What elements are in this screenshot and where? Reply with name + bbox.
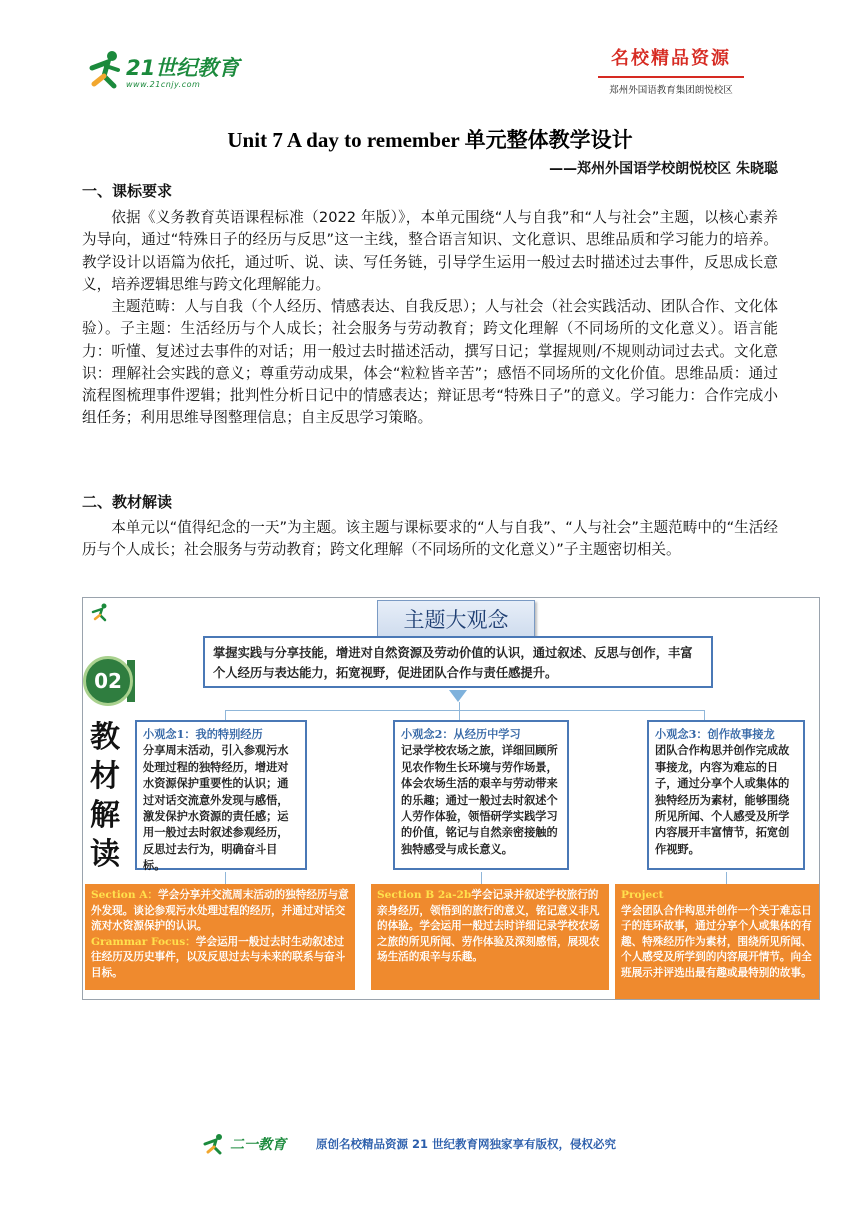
footer-brand: 二一教育 — [230, 1137, 286, 1153]
runner-small-icon — [89, 602, 111, 622]
resource-title: 名校精品资源 — [611, 48, 731, 69]
task-tag: Section B 2a-2b — [377, 889, 472, 901]
connector-line — [704, 710, 705, 720]
task-tag: Section A： — [91, 889, 159, 901]
site-logo[interactable] — [82, 48, 242, 92]
big-idea-title: 主题大观念 — [377, 600, 535, 638]
concept-text: 分享周末活动，引入参观污水处理过程的独特经历，增进对水资源保护重要性的认识；通过对话交流意外发现与感悟，激发保护水资源的责任感；运用一般过去时叙述参观经历，反思过去行为，明确奋斗目标。 — [143, 743, 289, 873]
runner-logo-icon — [82, 48, 126, 92]
task-text: 学会分享并交流周末活动的独特经历与意外发现。谈论参观污水处理过程的经历，并通过对话交流对水资源保护的认识。 — [91, 889, 349, 933]
task-tag: Grammar Focus： — [91, 935, 196, 948]
big-idea-box: 掌握实践与分享技能，增进对自然资源及劳动价值的认识，通过叙述、反思与创作，丰富个人经历与表达能力，拓宽视野，促进团队合作与责任感提升。 — [203, 636, 713, 688]
connector-line — [726, 872, 727, 884]
logo-brand-text: 21世纪教育 — [126, 56, 240, 80]
concept-text: 记录学校农场之旅，详细回顾所见农作物生长环境与劳作场景，体会农场生活的艰辛与劳动带来的乐趣；通过一般过去时叙述个人劳作体验，领悟研学实践学习的价值，铭记与自然亲密接触的独特感受与成长意义。 — [401, 743, 558, 856]
concept-text: 团队合作构思并创作完成故事接龙，内容为难忘的日子，通过分享个人或集体的独特经历为素材，能够围绕所见所闻、个人感受及所学内容展开丰富情节，拓宽创作视野。 — [655, 743, 790, 856]
paragraph-curriculum-intro: 依据《义务教育英语课程标准（2022 年版）》，本单元围绕“人与自我”和“人与社会”主题，以核心素养为导向，通过“特殊日子的经历与反思”这一主线，整合语言知识、文化意识、思维品质和学习能力的培养。教学设计以语篇为依托，通过听、说、读、写任务链，引导学生运用一般过去时描述过去事件，反思成长意义，培养逻辑思维与跨文化理解能力。 — [82, 209, 778, 293]
section-number-badge: 02 — [83, 656, 133, 706]
section-heading-textbook: 二、教材解读 — [82, 493, 173, 511]
connector-line — [459, 702, 460, 720]
connector-line — [225, 710, 705, 711]
unit-structure-figure — [82, 597, 820, 1000]
task-box-section-b — [371, 884, 609, 990]
concept-title: 小观念1：我的特别经历 — [143, 727, 263, 741]
concept-box-3 — [647, 720, 805, 870]
connector-line — [225, 710, 226, 720]
vertical-section-title: 教材解读 — [90, 720, 120, 872]
task-text: 学会记录并叙述学校旅行的亲身经历，领悟到的旅行的意义，铭记意义非凡的体验。学会运用一般过去时详细记录学校农场之旅的所见所闻、劳作体验及深刻感悟，展现农场生活的艰辛与乐趣。 — [377, 889, 600, 964]
paragraph-textbook-intro: 本单元以“值得纪念的一天”为主题。该主题与课标要求的“人与自我”、“人与社会”主题范畴中的“生活经历与个人成长；社会服务与劳动教育；跨文化理解（不同场所的文化意义）”子主题密切相关。 — [82, 519, 778, 559]
footer-copyright: 原创名校精品资源 21 世纪教育网独家享有版权，侵权必究 — [316, 1137, 617, 1151]
document-title: Unit 7 A day to remember 单元整体教学设计 — [227, 128, 633, 152]
footer-runner-icon — [200, 1132, 228, 1156]
task-text: 学会团队合作构思并创作一个关于难忘日子的连环故事，通过分享个人或集体的有趣、特殊经历作为素材，围绕所见所闻、个人感受及所学到的内容展开情节。向全班展示并评选出最有趣或最特别的故事。 — [621, 904, 812, 979]
connector-line — [481, 872, 482, 884]
task-text: 学会运用一般过去时生动叙述过往经历及历史事件，以及反思过去与未来的联系与奋斗目标。 — [91, 935, 346, 979]
concept-title: 小观念2：从经历中学习 — [401, 727, 521, 741]
resource-subtitle: 郑州外国语教育集团朗悦校区 — [609, 85, 733, 96]
paragraph-theme-scope: 主题范畴：人与自我（个人经历、情感表达、自我反思）；人与社会（社会实践活动、团队合作、文化体验）。子主题：生活经历与个人成长；社会服务与劳动教育；跨文化理解（不同场所的文化意义）。语言能力：听懂、复述过去事件的对话；用一般过去时描述活动，撰写日记；掌握规则/不规则动词过去式。文化意识：理解社会实践的意义；尊重劳动成果，体会“粒粒皆辛苦”；感悟不同场所的文化价值。思维品质：通过流程图梳理事件逻辑；批判性分析日记中的情感表达；辩证思考“特殊日子”的意义。学习能力：合作完成小组任务；利用思维导图整理信息；自主反思学习策略。 — [82, 298, 778, 427]
connector-line — [225, 872, 226, 884]
arrow-down-icon — [449, 690, 467, 702]
task-box-project — [615, 884, 820, 1000]
section-heading-curriculum: 一、课标要求 — [82, 182, 173, 200]
task-tag: Project — [621, 889, 664, 901]
concept-title: 小观念3：创作故事接龙 — [655, 727, 775, 741]
resource-badge — [598, 44, 744, 96]
concept-box-2 — [393, 720, 569, 870]
resource-divider — [598, 76, 744, 78]
task-box-section-a — [85, 884, 355, 990]
concept-box-1 — [135, 720, 307, 873]
document-author: ——郑州外国语学校朗悦校区 朱晓聪 — [549, 161, 778, 177]
page-footer — [200, 1132, 670, 1156]
logo-url-text: www.21cnjy.com — [126, 80, 201, 89]
